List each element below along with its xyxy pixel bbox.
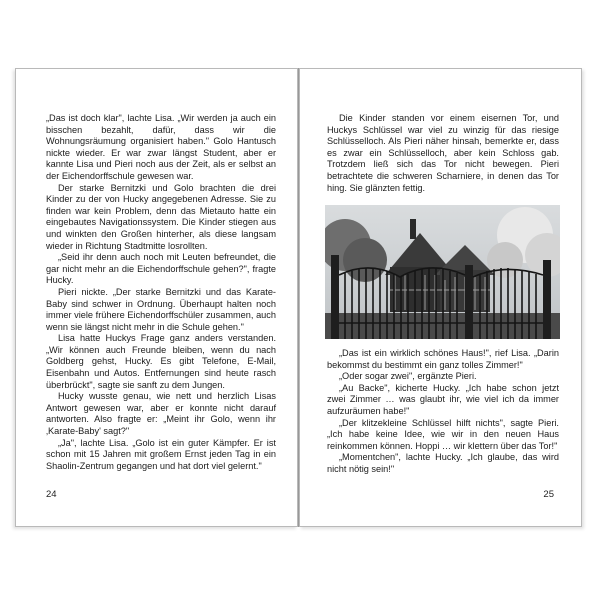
book-spread (15, 68, 583, 528)
paragraph: „Ja", lachte Lisa. „Golo ist ein guter Kämpfer. Er ist schon mit 15 Jahren mit großem Ernst jeden Tag in ein Shaolin-Zentrum gegangen und hat dort viel gelernt." (46, 437, 276, 471)
paragraph: „Au Backe", kicherte Hucky. „Ich habe schon jetzt zwei Zimmer … was glaubt ihr, wie viel ich da immer aufzuräumen habe!" (327, 382, 559, 416)
page-number-left: 24 (46, 489, 57, 500)
paragraph: Die Kinder standen vor einem eisernen Tor, und Huckys Schlüssel war viel zu winzig für das riesige Schlüsselloch. Als Pieri näher hinsah, bemerkte er, dass es zwar ein Schlüsselloch, aber kein Schloss gab. Trotzdem ließ sich das Tor nicht bewegen. Pieri betrachtete die schweren Scharniere, in denen das Tor hing. Sie glänzten fettig. (327, 113, 559, 193)
right-page-bottom-text (327, 348, 559, 476)
paragraph: „Momentchen", lachte Hucky. „Ich glaube, das wird nicht nötig sein!" (327, 452, 559, 474)
paragraph: „Das ist ein wirklich schönes Haus!", rief Lisa. „Darin bekommst du bestimmt ein ganz tolles Zimmer!" (327, 348, 559, 370)
page-number-right: 25 (543, 489, 554, 500)
paragraph: „Oder sogar zwei", ergänzte Pieri. (339, 371, 477, 382)
paragraph: Der starke Bernitzki und Golo brachten die drei Kinder zu der von Hucky angegebenen Adresse. Sie zu finden war kein Problem, denn das Mietauto hatte ein eingebautes Navigationssystem. Die Kinder stiegen aus und winkten den Großen hinterher, als diese langsam wieder in Richtung Stadtmitte losrollten. (46, 182, 276, 251)
paragraph: „Das ist doch klar", lachte Lisa. „Wir werden ja auch ein bisschen bezahlt, dafür, dass wir die Wohnungsräumung organisiert haben." Golo Hantusch nickte wieder. Er war zwar längst Student, aber er kannte Lisa und Pieri noch aus der Zeit, als er selbst an der Eichendorffschule gewesen war. (46, 113, 276, 181)
right-page (299, 68, 582, 527)
left-page-text (46, 113, 276, 472)
paragraph: Hucky wusste genau, wie nett und herzlich Lisas Antwort gewesen war, aber er konnte nicht darauf antworten. Also fragte er: „Meint ihr Golo, wenn ihr ‚Karate-Baby' sagt?" (46, 391, 276, 437)
paragraph: Pieri nickte. „Der starke Bernitzki und das Karate-Baby sind schwer in Ordnung. Überhaupt halten noch immer viele frühere Eichendorffschüler zusammen, auch wenn sie längst nicht mehr in die Schule gehen." (46, 286, 276, 332)
right-page-top-text (327, 113, 559, 194)
paragraph: „Seid ihr denn auch noch mit Leuten befreundet, die gar nicht mehr an die Eichendorffschule gehen?", fragte Hucky. (46, 252, 276, 286)
paragraph: Lisa hatte Huckys Frage ganz anders verstanden. „Wir können auch Freunde bleiben, wenn du nach Goldberg gehst, Hucky. Es gibt Telefone, E-Mail, Eisenbahn und Autos. Entfernungen sind heute rasch überbrückt", sagte sie sanft zu dem Jungen. (46, 333, 276, 390)
house-gate-illustration (325, 205, 560, 339)
paragraph: „Der klitzekleine Schlüssel hilft nichts", sagte Pieri. „Ich habe keine Idee, wie wir in den neuen Haus reinkommen können. Hoppi … wir klettern über das Tor!" (327, 417, 559, 451)
house-gate-photo (325, 205, 560, 339)
left-page (15, 68, 298, 527)
